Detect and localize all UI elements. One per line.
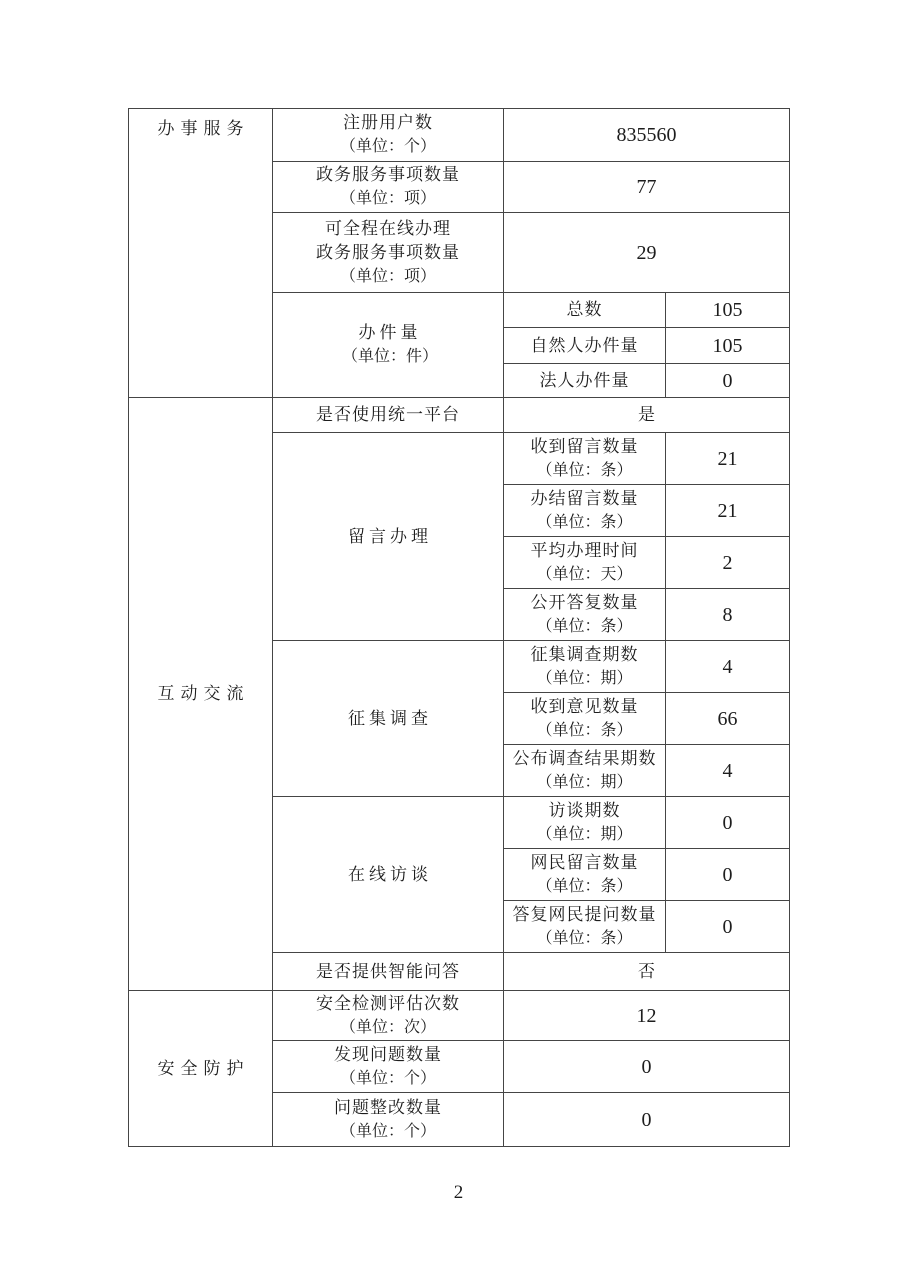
- submetric-label-cell: [504, 745, 666, 797]
- submetric-label-line: 收到留言数量: [530, 436, 639, 456]
- submetric-value-cell: 0: [666, 849, 790, 901]
- submetric-label-line: 网民留言数量: [530, 852, 639, 872]
- metric-label-line: 是否使用统一平台: [316, 405, 460, 424]
- metric-label-cell: [273, 991, 504, 1041]
- submetric-label-cell: [504, 433, 666, 485]
- report-table: [128, 108, 790, 1147]
- submetric-label-line: 公开答复数量: [530, 592, 639, 612]
- metric-label-line: 发现问题数量: [334, 1044, 442, 1064]
- submetric-value-cell: 0: [666, 797, 790, 849]
- submetric-label-line: 办结留言数量: [530, 488, 639, 508]
- submetric-value-cell: 105: [666, 293, 790, 328]
- metric-unit-line: （单位：项）: [339, 190, 436, 207]
- submetric-label-line: 总数: [566, 300, 603, 319]
- submetric-unit-line: （单位：条）: [536, 877, 633, 895]
- category-cell-hudong: 互动交流: [129, 398, 273, 991]
- page-number: 2: [453, 1182, 464, 1203]
- group-label-line: 办件量: [358, 323, 422, 342]
- metric-label-line: 可全程在线办理: [325, 218, 451, 238]
- submetric-label-line: 访谈期数: [548, 800, 621, 820]
- submetric-value-cell: 0: [666, 901, 790, 953]
- group-label-line: 在线访谈: [348, 864, 432, 884]
- submetric-unit-line: （单位：天）: [536, 565, 633, 583]
- table-row: [129, 991, 790, 1041]
- submetric-label-line: 平均办理时间: [530, 540, 639, 560]
- submetric-unit-line: （单位：条）: [536, 513, 633, 531]
- metric-label-cell: [273, 398, 504, 433]
- submetric-label-line: 公布调查结果期数: [512, 748, 657, 768]
- submetric-label-line: 自然人办件量: [530, 335, 639, 355]
- group-unit-line: （单位：件）: [341, 348, 438, 365]
- metric-unit-line: （单位：次）: [339, 1018, 436, 1036]
- metric-label-cell: [273, 953, 504, 991]
- submetric-label-cell: [504, 328, 666, 364]
- table-row: [129, 109, 790, 162]
- submetric-unit-line: （单位：期）: [536, 825, 633, 843]
- group-label-cell-zhengji: [273, 641, 504, 797]
- metric-value-cell: 0: [504, 1093, 790, 1147]
- submetric-label-cell: [504, 589, 666, 641]
- submetric-value-cell: 2: [666, 537, 790, 589]
- submetric-label-cell: [504, 364, 666, 398]
- submetric-value-cell: 66: [666, 693, 790, 745]
- category-cell-banshi: 办事服务: [129, 109, 273, 398]
- submetric-label-line: 答复网民提问数量: [512, 904, 657, 924]
- submetric-label-cell: [504, 797, 666, 849]
- submetric-label-line: 收到意见数量: [530, 696, 639, 716]
- metric-label-line: 问题整改数量: [334, 1097, 442, 1117]
- metric-value-cell: 否: [504, 953, 790, 991]
- submetric-unit-line: （单位：条）: [536, 617, 633, 635]
- metric-value-cell: 0: [504, 1041, 790, 1093]
- group-label-cell-banjianliang: [273, 293, 504, 398]
- metric-label-line: 政务服务事项数量: [316, 242, 460, 262]
- submetric-label-line: 法人办件量: [539, 370, 630, 390]
- category-cell-anquan: 安全防护: [129, 991, 273, 1147]
- submetric-unit-line: （单位：条）: [536, 721, 633, 739]
- group-label-cell-zaixianfangtan: [273, 797, 504, 953]
- metric-label-line: 是否提供智能问答: [316, 961, 460, 981]
- submetric-value-cell: 21: [666, 433, 790, 485]
- metric-value-cell: 29: [504, 213, 790, 293]
- metric-unit-line: （单位：个）: [339, 1069, 436, 1087]
- submetric-label-cell: [504, 293, 666, 328]
- table-row: [129, 398, 790, 433]
- submetric-value-cell: 0: [666, 364, 790, 398]
- submetric-value-cell: 4: [666, 745, 790, 797]
- metric-value-cell: 77: [504, 162, 790, 213]
- submetric-value-cell: 21: [666, 485, 790, 537]
- metric-label-line: 注册用户数: [343, 113, 433, 132]
- metric-label-cell: [273, 1041, 504, 1093]
- metric-value-cell: 835560: [504, 109, 790, 162]
- metric-unit-line: （单位：个）: [339, 138, 436, 155]
- metric-label-cell: [273, 109, 504, 162]
- submetric-label-line: 征集调查期数: [530, 644, 639, 664]
- submetric-unit-line: （单位：条）: [536, 929, 633, 947]
- metric-label-cell: [273, 213, 504, 293]
- submetric-value-cell: 4: [666, 641, 790, 693]
- submetric-unit-line: （单位：条）: [536, 461, 633, 479]
- metric-value-cell: 是: [504, 398, 790, 433]
- submetric-value-cell: 105: [666, 328, 790, 364]
- submetric-value-cell: 8: [666, 589, 790, 641]
- group-label-line: 留言办理: [348, 526, 432, 546]
- submetric-label-cell: [504, 485, 666, 537]
- metric-label-cell: [273, 162, 504, 213]
- group-label-cell-liuyanbanli: [273, 433, 504, 641]
- metric-label-cell: [273, 1093, 504, 1147]
- metric-label-line: 政务服务事项数量: [316, 165, 460, 184]
- metric-unit-line: （单位：个）: [339, 1122, 436, 1140]
- submetric-label-cell: [504, 901, 666, 953]
- metric-value-cell: 12: [504, 991, 790, 1041]
- metric-unit-line: （单位：项）: [339, 267, 436, 285]
- submetric-label-cell: [504, 537, 666, 589]
- submetric-unit-line: （单位：期）: [536, 669, 633, 687]
- submetric-label-cell: [504, 641, 666, 693]
- submetric-label-cell: [504, 849, 666, 901]
- submetric-unit-line: （单位：期）: [536, 773, 633, 791]
- submetric-label-cell: [504, 693, 666, 745]
- group-label-line: 征集调查: [348, 708, 432, 728]
- metric-label-line: 安全检测评估次数: [316, 993, 460, 1013]
